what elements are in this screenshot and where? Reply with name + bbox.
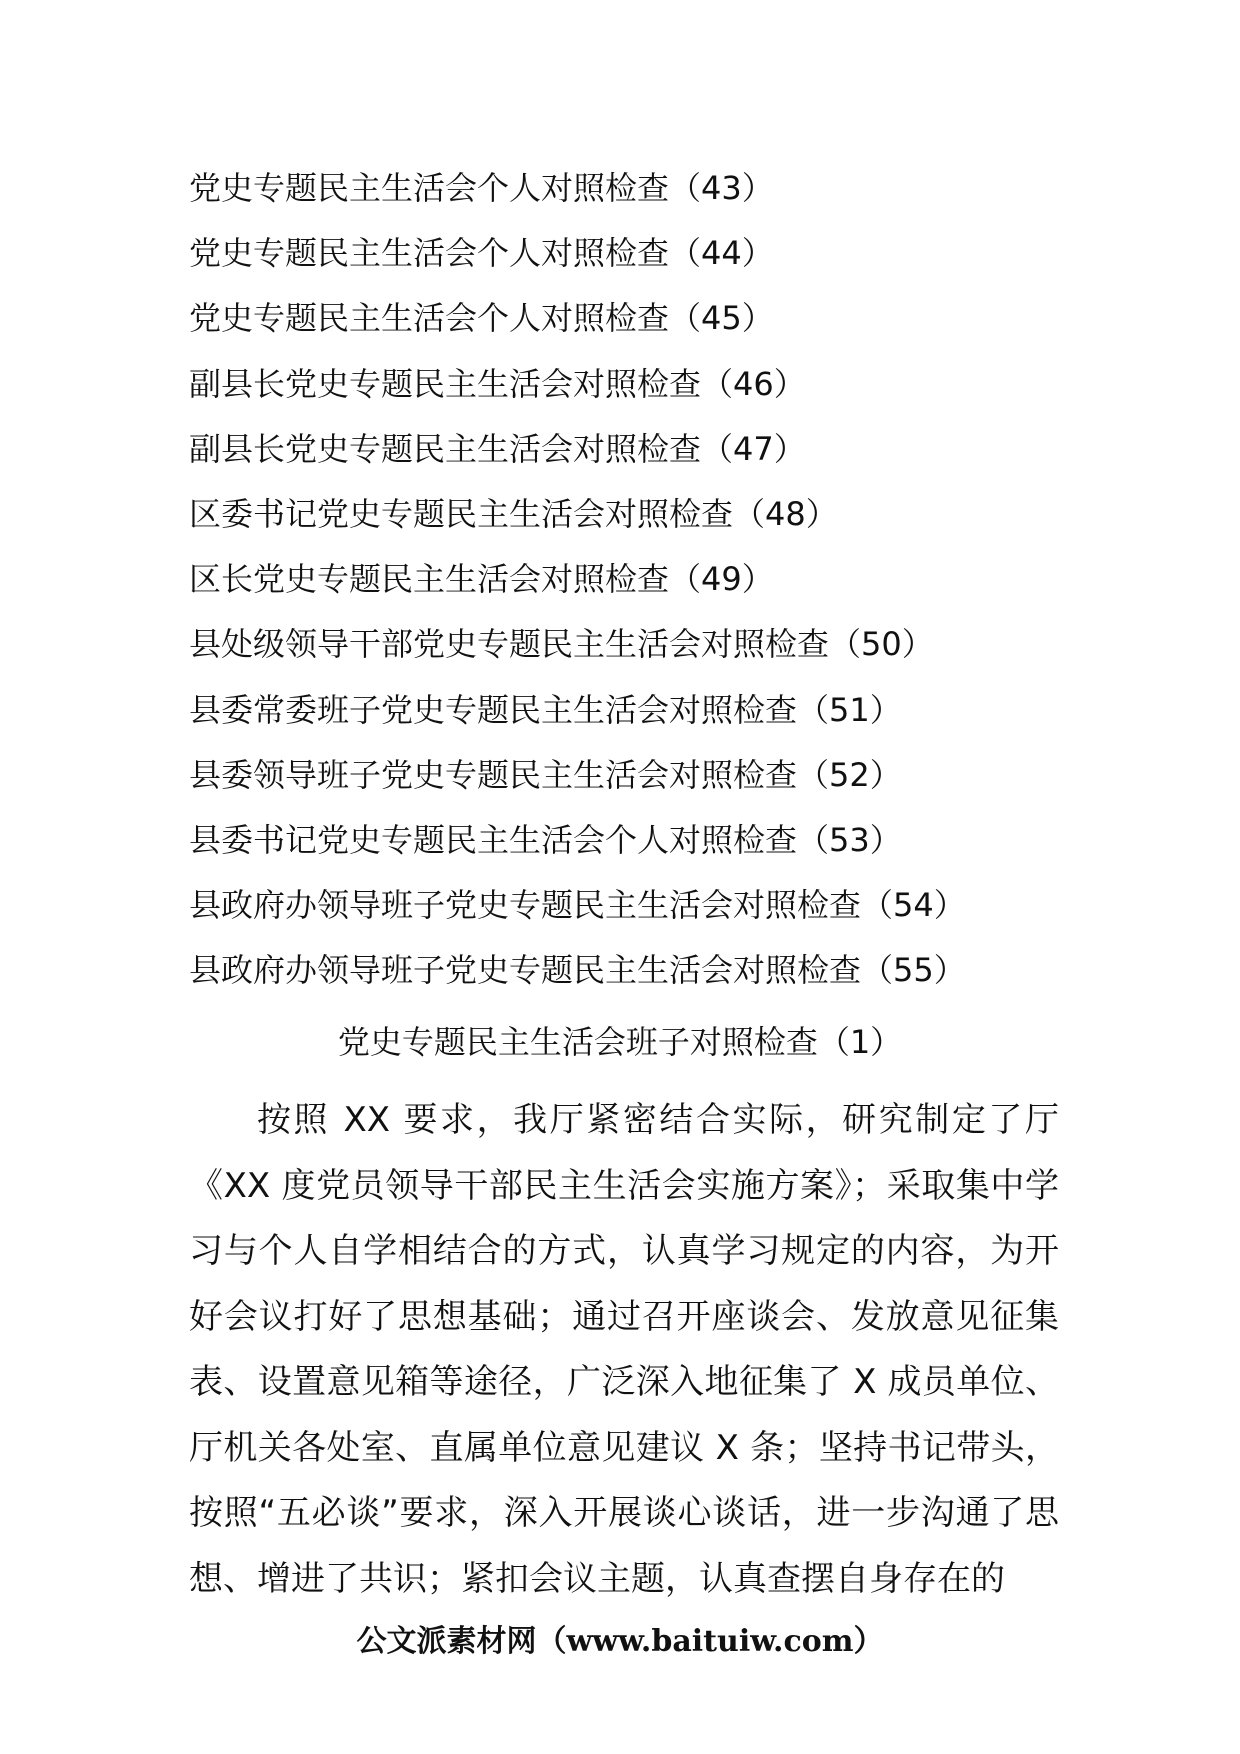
section-title: 党史专题民主生活会班子对照检查（1） bbox=[337, 1023, 903, 1061]
body-paragraph: 按照 XX 要求，我厅紧密结合实际，研究制定了厅《XX 度党员领导干部民主生活会实施方案》；采取集中学习与个人自学相结合的方式，认真学习规定的内容，为开好会议打好了思想基础；通过召开座谈会、发放意见征集表、设置意见箱等途径，广泛深入地征集了 X 成员单位、厅机关各处室、直属单位意见建议 X 条；坚持书记带头，按照“五必谈”要求，深入开展谈心谈话，进一步沟通了思想、增进了共识；紧扣会议主题，认真查摆自身存在的 bbox=[189, 1100, 1059, 1599]
table-of-contents bbox=[189, 168, 966, 1015]
toc-item: 党史专题民主生活会个人对照检查（43） bbox=[189, 169, 774, 207]
toc-item: 副县长党史专题民主生活会对照检查（46） bbox=[189, 364, 806, 403]
toc-item: 党史专题民主生活会个人对照检查（45） bbox=[189, 299, 774, 338]
footer-watermark: 公文派素材网（www.baituiw.com） bbox=[356, 1624, 884, 1659]
toc-item: 区委书记党史专题民主生活会对照检查（48） bbox=[189, 494, 838, 533]
toc-item: 县处级领导干部党史专题民主生活会对照检查（50） bbox=[189, 625, 934, 664]
toc-item: 区长党史专题民主生活会对照检查（49） bbox=[189, 560, 774, 599]
toc-item: 县政府办领导班子党史专题民主生活会对照检查（55） bbox=[189, 951, 966, 990]
toc-item: 县委领导班子党史专题民主生活会对照检查（52） bbox=[189, 755, 902, 794]
toc-item: 党史专题民主生活会个人对照检查（44） bbox=[189, 234, 774, 273]
toc-item: 县委常委班子党史专题民主生活会对照检查（51） bbox=[189, 690, 902, 729]
toc-item: 副县长党史专题民主生活会对照检查（47） bbox=[189, 429, 806, 468]
toc-item: 县委书记党史专题民主生活会个人对照检查（53） bbox=[189, 820, 902, 859]
toc-item: 县政府办领导班子党史专题民主生活会对照检查（54） bbox=[189, 886, 966, 925]
